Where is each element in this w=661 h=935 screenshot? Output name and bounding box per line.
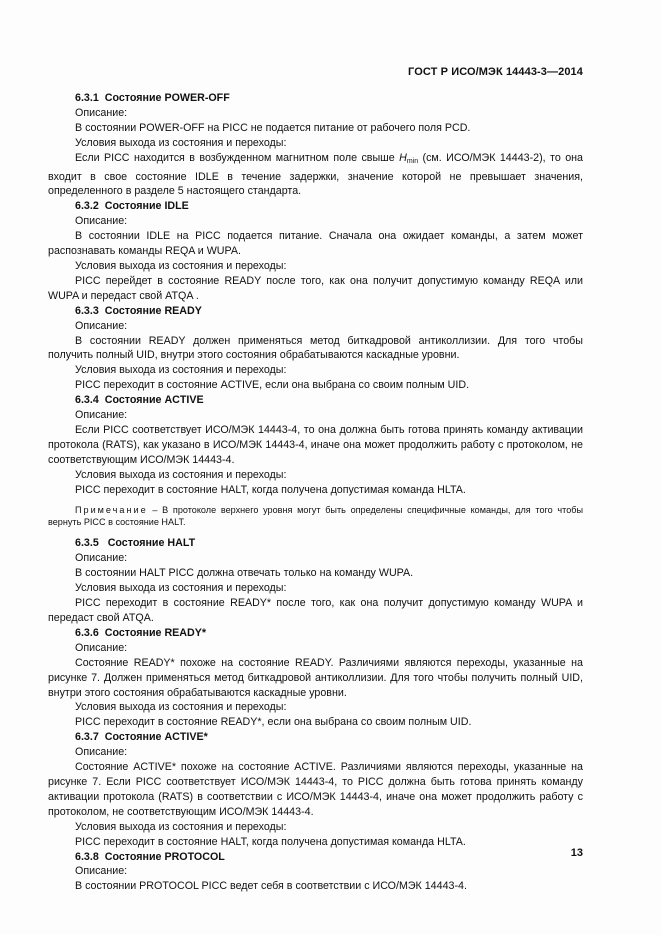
section-heading-6-3-3: 6.3.3 Состояние READY xyxy=(75,304,202,317)
exit-label: Условия выхода из состояния и переходы: xyxy=(75,820,287,833)
section-heading-6-3-4: 6.3.4 Состояние ACTIVE xyxy=(75,394,204,407)
description-text: В состоянии PROTOCOL PICC ведет себя в соответствии с ИСО/МЭК 14443-4. xyxy=(75,880,467,893)
description-label: Описание: xyxy=(75,641,128,654)
exit-text: PICC перейдет в состояние READY после того, как она получит допустимую команду REQA или WUPA и передаст свой ATQA . xyxy=(48,274,583,302)
description-text: В состоянии IDLE на PICC подается питание. Сначала она ожидает команды, а затем может распознавать команды REQA и WUPA. xyxy=(48,230,583,258)
exit-label: Условия выхода из состояния и переходы: xyxy=(75,701,287,714)
section-heading-6-3-8: 6.3.8 Состояние PROTOCOL xyxy=(75,850,225,863)
note-text: – В протоколе верхнего уровня могут быть определены специфичные команды, для того чтобы вернуть PICC в состояние HALT. xyxy=(48,505,583,528)
description-label: Описание: xyxy=(75,552,128,565)
description-text: В состоянии HALT PICC должна отвечать только на команду WUPA. xyxy=(75,567,414,580)
description-text: Состояние ACTIVE* похоже на состояние ACTIVE. Различиями являются переходы, указанные на рисунке 7. Если PICC соответствует ИСО/МЭК 14443-4, то PICC должна быть готова принять команду активации протокола (RATS) в соответствии с ИСО/МЭК 14443-4, иначе она может продолжить работу с протоколом, не соответствующим ИСО/МЭК 14443-4. xyxy=(48,761,583,818)
exit-label: Условия выхода из состояния и переходы: xyxy=(75,259,287,272)
description-text: Если PICC соответствует ИСО/МЭК 14443-4, то она должна быть готова принять команду активации протокола (RATS), как указано в ИСО/МЭК 14443-4, иначе она может продолжить работу с протоколом, не соответствующим ИСО/МЭК 14443-4. xyxy=(48,423,583,466)
description-text: Состояние READY* похоже на состояние READY. Различиями являются переходы, указанные на рисунке 7. Должен применяться метод биткадровой антиколлизии. Для того чтобы получить полный UID, внутри этого состояния обрабатываются каскадные уровни. xyxy=(48,656,583,699)
description-label: Описание: xyxy=(75,319,128,332)
exit-text: PICC переходит в состояние READY*, если она выбрана со своим полным UID. xyxy=(75,716,472,729)
document-header: ГОСТ Р ИСО/МЭК 14443-3—2014 xyxy=(408,66,583,78)
note xyxy=(48,504,583,528)
description-label: Описание: xyxy=(75,106,128,119)
section-heading-6-3-6: 6.3.6 Состояние READY* xyxy=(75,626,207,639)
exit-text: Если PICC находится в возбужденном магнитном поле свыше $H_{min}$ (см. ИСО/МЭК 14443-2), то она входит в свое состояние IDLE в течение задержки, значение которой не превышает значения, определенного в разделе 5 настоящего стандарта. xyxy=(48,151,583,198)
document-body xyxy=(48,91,583,894)
exit-label: Условия выхода из состояния и переходы: xyxy=(75,364,287,377)
description-label: Описание: xyxy=(75,746,128,759)
section-heading-6-3-2: 6.3.2 Состояние IDLE xyxy=(75,200,189,213)
note-label: Примечание xyxy=(75,505,148,516)
description-label: Описание: xyxy=(75,215,128,228)
description-text: В состоянии READY должен применяться метод биткадровой антиколлизии. Для того чтобы получить полный UID, внутри этого состояния обрабатываются каскадные уровни. xyxy=(48,334,583,362)
exit-label: Условия выхода из состояния и переходы: xyxy=(75,468,287,481)
section-heading-6-3-1: 6.3.1 Состояние POWER-OFF xyxy=(75,92,230,104)
exit-text: PICC переходит в состояние HALT, когда получена допустимая команда HLTA. xyxy=(75,483,466,496)
exit-label: Условия выхода из состояния и переходы: xyxy=(75,582,287,595)
section-heading-6-3-5: 6.3.5 Состояние HALT xyxy=(75,537,196,550)
description-label: Описание: xyxy=(75,865,128,878)
exit-text: PICC переходит в состояние HALT, когда получена допустимая команда HLTA. xyxy=(75,835,466,848)
description-label: Описание: xyxy=(75,409,128,422)
exit-label: Условия выхода из состояния и переходы: xyxy=(75,136,287,149)
page-number: 13 xyxy=(570,847,583,859)
exit-text: PICC переходит в состояние READY* после того, как она получит допустимую команду WUPA и передаст свой ATQA. xyxy=(48,597,583,624)
description-text: В состоянии POWER-OFF на PICC не подается питание от рабочего поля PCD. xyxy=(75,121,471,134)
section-heading-6-3-7: 6.3.7 Состояние ACTIVE* xyxy=(75,731,208,744)
exit-text: PICC переходит в состояние ACTIVE, если она выбрана со своим полным UID. xyxy=(75,379,470,392)
